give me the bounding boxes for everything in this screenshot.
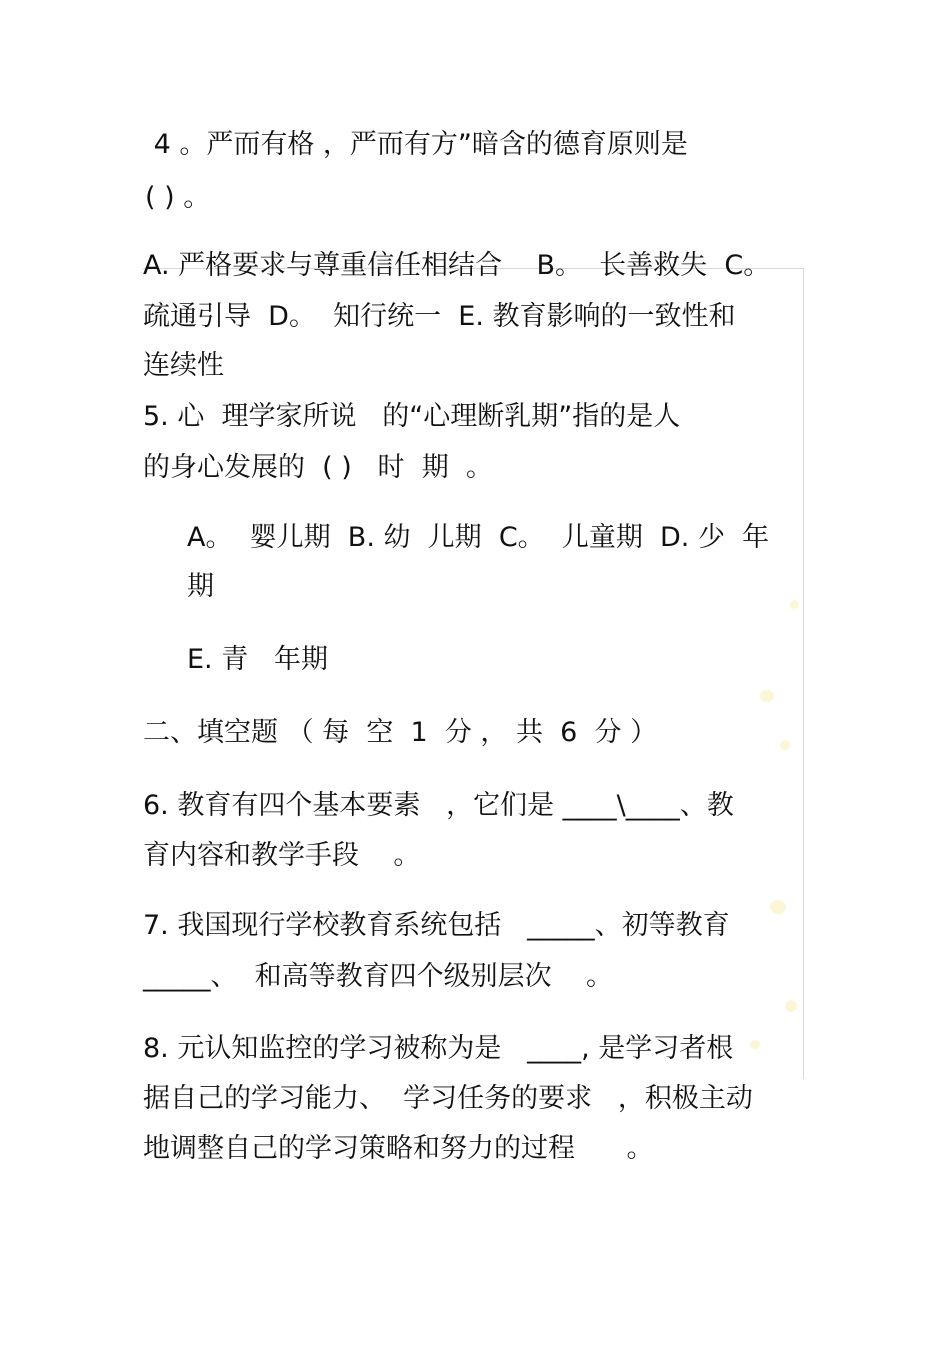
question-6-line-1: 6. 教育有四个基本要素 ，它们是 ____\____、教 xyxy=(143,790,734,821)
question-4-options-line-1: A. 严格要求与尊重信任相结合 B。 长善救失 C。 xyxy=(143,250,771,281)
question-5-options-line-1: A。 婴儿期 B. 幼 儿期 C。 儿童期 D. 少 年 xyxy=(187,522,770,553)
question-8-line-1: 8. 元认知监控的学习被称为是 ____, 是学习者根 xyxy=(143,1033,734,1064)
question-4-stem-line-1: 4 。严而有格 ，严而有方”暗含的德育原则是 xyxy=(145,129,688,160)
question-8-line-3: 地调整自己的学习策略和努力的过程 。 xyxy=(143,1133,654,1164)
question-7-line-1: 7. 我国现行学校教育系统包括 _____、初等教育 xyxy=(143,910,730,941)
question-4-options-line-3: 连续性 xyxy=(143,350,224,381)
question-7-line-2: _____、 和高等教育四个级别层次 。 xyxy=(143,961,613,992)
question-4-stem-line-2: ( ) 。 xyxy=(145,182,211,213)
question-5-options-line-2: 期 xyxy=(187,571,214,602)
question-5-stem-line-2: 的身心发展的 ( ) 时 期 。 xyxy=(143,452,493,483)
section-2-heading: 二、填空题 （ 每 空 1 分 ， 共 6 分 ） xyxy=(143,717,658,748)
question-5-stem-line-1: 5. 心 理学家所说 的“心理断乳期”指的是人 xyxy=(143,401,681,432)
question-4-options-line-2: 疏通引导 D。 知行统一 E. 教育影响的一致性和 xyxy=(143,301,736,332)
question-8-line-2: 据自己的学习能力、 学习任务的要求 ，积极主动 xyxy=(143,1083,753,1114)
question-6-line-2: 育内容和教学手段 。 xyxy=(143,840,421,871)
question-5-options-line-3: E. 青 年期 xyxy=(187,644,328,675)
